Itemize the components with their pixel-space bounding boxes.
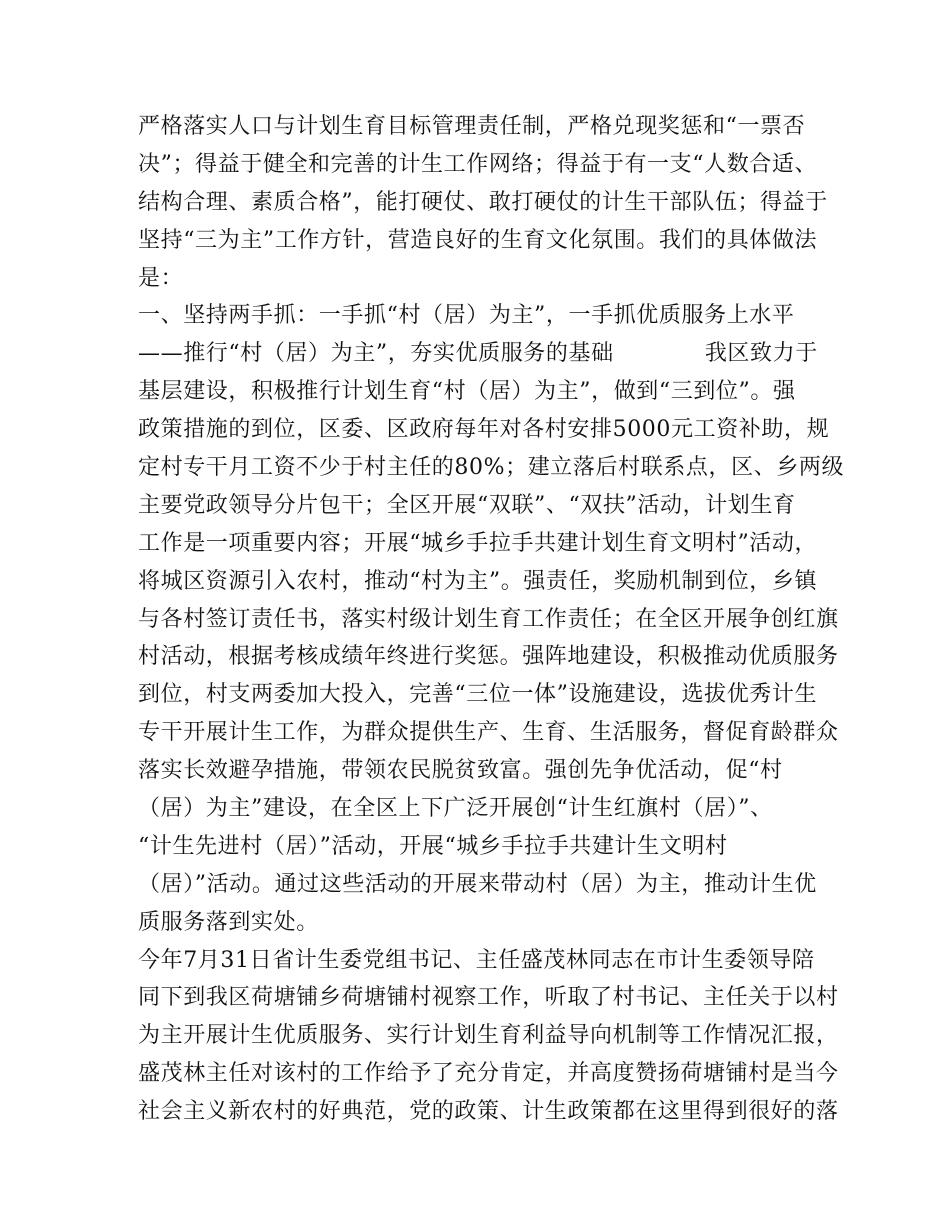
text-line: 严格落实人口与计划生育目标管理责任制，严格兑现奖惩和“一票否 <box>138 114 806 139</box>
text-line: 落实长效避孕措施，带领农民脱贫致富。强创先争优活动，促“村 <box>138 758 783 784</box>
body-text <box>138 108 845 1131</box>
text-line: 结构合理、素质合格”，能打硬仗、敢打硬仗的计生干部队伍；得益于 <box>138 189 828 215</box>
text-line: 是： <box>138 265 184 291</box>
text-line: 政策措施的到位，区委、区政府每年对各村安排5000元工资补助，规 <box>138 417 830 443</box>
text-line: （居）”活动。通过这些活动的开展来带动村（居）为主，推动计生优 <box>138 871 817 897</box>
section-heading-line: ——推行“村（居）为主”，夯实优质服务的基础 我区致力于 <box>138 341 818 367</box>
text-line: 村活动，根据考核成绩年终进行奖惩。强阵地建设，积极推动优质服务 <box>138 644 839 670</box>
text-line: 专干开展计生工作，为群众提供生产、生育、生活服务，督促育龄群众 <box>138 720 839 746</box>
text-line: 基层建设，积极推行计划生育“村（居）为主”，做到“三到位”。强 <box>138 379 796 405</box>
text-line: 到位，村支两委加大投入，完善“三位一体”设施建设，选拔优秀计生 <box>138 682 818 708</box>
text-line: 工作是一项重要内容；开展“城乡手拉手共建计划生育文明村”活动， <box>138 530 818 556</box>
text-line: 坚持“三为主”工作方针，营造良好的生育文化氛围。我们的具体做法 <box>138 227 818 253</box>
text-line: 盛茂林主任对该村的工作给予了充分肯定，并高度赞扬荷塘铺村是当今 <box>138 1061 839 1087</box>
text-line: “计生先进村（居）”活动，开展“城乡手拉手共建计生文明村 <box>138 833 728 859</box>
text-line: 决”；得益于健全和完善的计生工作网络；得益于有一支“人数合适、 <box>138 151 818 177</box>
text-line: （居）为主”建设，在全区上下广泛开展创“计生红旗村（居）”、 <box>138 796 773 822</box>
text-line: 将城区资源引入农村，推动“村为主”。强责任，奖励机制到位，乡镇 <box>138 568 818 594</box>
text-line: 定村专干月工资不少于村主任的80%；建立落后村联系点，区、乡两级 <box>138 455 845 481</box>
text-line: 主要党政领导分片包干；全区开展“双联”、“双扶”活动，计划生育 <box>138 492 796 518</box>
text-line: 与各村签订责任书，落实村级计划生育工作责任；在全区开展争创红旗 <box>138 606 839 632</box>
text-line: 同下到我区荷塘铺乡荷塘铺村视察工作，听取了村书记、主任关于以村 <box>138 985 839 1011</box>
section-heading-line: 一、坚持两手抓：一手抓“村（居）为主”，一手抓优质服务上水平 <box>138 303 795 329</box>
text-line: 今年7月31日省计生委党组书记、主任盛茂林同志在市计生委领导陪 <box>138 947 815 973</box>
text-line: 社会主义新农村的好典范，党的政策、计生政策都在这里得到很好的落 <box>138 1099 839 1125</box>
text-line: 质服务落到实处。 <box>138 909 319 935</box>
text-line: 为主开展计生优质服务、实行计划生育利益导向机制等工作情况汇报， <box>138 1023 839 1049</box>
